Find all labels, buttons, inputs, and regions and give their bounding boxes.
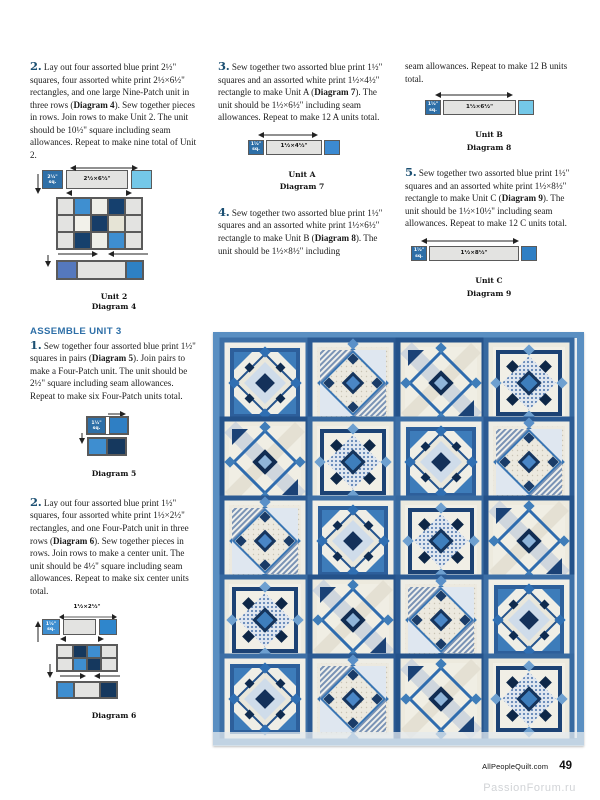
blue-square-swatch (42, 170, 63, 189)
step-number: 3. (218, 59, 230, 73)
diagram-5-caption: Diagram 5 (91, 469, 137, 479)
grid-cell (74, 215, 91, 232)
white-rectangle-swatch (66, 170, 128, 189)
swatch-label-line2: sq. (47, 627, 55, 633)
diagram-6-caption: Diagram 6 (91, 711, 137, 721)
step-number: 2. (30, 494, 42, 509)
grid-cell (125, 232, 142, 249)
diagram-8-caption: Diagram 8 (466, 142, 512, 152)
white-rectangle-swatch (443, 100, 516, 115)
watermark: PassionForum.ru (483, 782, 576, 794)
blue-square-swatch-2 (109, 417, 128, 434)
strip-cell (77, 261, 126, 279)
swatch-label-line2: sq. (429, 107, 437, 113)
blue-square-swatch (87, 417, 106, 434)
diagram-5-bottom-pair (87, 437, 127, 456)
step-number: 5. (405, 165, 417, 180)
strip-cell (74, 682, 100, 698)
step-1-text: Sew together four assorted blue print 1½" squares in pairs (Diagram 5). Join pairs to make a Four-Patch unit. The unit should be 2½" square including seam allowances. Repeat to make six Four-Patch units total. (30, 340, 196, 401)
diagram-4-legend-row (42, 170, 152, 189)
diagram-8 (405, 94, 573, 122)
light-blue-square-swatch (518, 100, 534, 115)
grid-cell (57, 645, 73, 658)
white-rectangle-swatch (63, 619, 96, 635)
step-4-text: Sew together two assorted blue print 1½" squares and an assorted white print 1½×6½" rectangle to make Unit B (Diagram 8). The unit should be 1½×8½" including (218, 207, 383, 256)
column-left (30, 60, 198, 721)
step-2-text: Lay out four assorted blue print 2½" squares, four assorted white print 2½×6½" rectangles, and one large Nine-Patch unit in three rows (Diagram 4). Sew together pieces in rows. Join rows to make Unit 2. The unit should be 10½" square including seam allowances. Repeat to make nine total of Unit 2. (30, 62, 197, 160)
join-arrows-bottom (56, 250, 152, 258)
join-arrow-down (44, 255, 52, 269)
swatch-label-line2: sq. (415, 253, 423, 259)
grid-cell (73, 645, 87, 658)
step-2-paragraph (30, 60, 198, 161)
grid-row (57, 232, 142, 249)
diagram-4-bottom-strip (56, 260, 144, 280)
step-5-text: Sew together two assorted blue print 1½" squares and an assorted white print 1½×8½" rectangle to make Unit C (Diagram 9). The unit should be 1½×10½" including seam allowances. Repeat to make 12 C units total. (405, 168, 570, 229)
diagram-7-unit-name: Unit A (288, 169, 316, 179)
step-number: 2. (30, 59, 42, 73)
step-4-paragraph (218, 206, 386, 257)
grid-cell (91, 215, 108, 232)
step-2b-paragraph (30, 496, 198, 597)
grid-cell (91, 198, 108, 215)
column-right (405, 60, 573, 298)
swatch-label-line1: 1½" (45, 622, 57, 628)
diagram-6 (30, 606, 198, 704)
strip-cell (100, 682, 117, 698)
grid-cell (87, 658, 101, 671)
rectangle-label: 1½×4½" (280, 143, 308, 150)
assembly-arrow-left-up (34, 620, 42, 642)
join-arrows-bottom (58, 672, 128, 680)
diagram-5 (30, 411, 198, 463)
quilt-artwork (213, 332, 584, 746)
step-3-text: Sew together two assorted blue print 1½" squares and an assorted white print 1½×4½" rectangle to make Unit A (Diagram 7). The unit should be 1½×6½" including seam allowances. Repeat to make 12 A units total. (218, 62, 383, 123)
swatch-label-line2: sq. (48, 179, 57, 185)
grid-row (57, 645, 117, 658)
swatch-label-line2: sq. (92, 425, 101, 431)
diagram-8-unit-name: Unit B (475, 130, 503, 140)
page-number: 49 (559, 760, 572, 772)
grid-cell (108, 232, 125, 249)
assembly-arrows (433, 91, 543, 99)
grid-cell (74, 232, 91, 249)
diagram-6-dimension-label: 1½×2½" (73, 604, 101, 611)
diagram-7-row (248, 140, 340, 155)
assembly-arrows-top (42, 164, 152, 172)
step-5-paragraph (405, 166, 573, 230)
grid-cell (101, 645, 117, 658)
diagram-6-legend-row (42, 619, 117, 635)
join-arrow-down (46, 664, 54, 680)
strip-cell (57, 682, 74, 698)
diagram-4-caption: Diagram 4 (91, 301, 137, 311)
step-3-paragraph (218, 60, 386, 124)
grid-cell (57, 232, 74, 249)
rectangle-label: 1½×6½" (466, 103, 493, 110)
footer-website: AllPeopleQuilt.com (482, 762, 549, 771)
swatch-label-line1: 2½" (47, 174, 58, 180)
white-rectangle-swatch (266, 140, 322, 155)
rectangle-label: 2½×6½" (83, 176, 111, 183)
diagram-7-caption: Diagram 7 (279, 182, 325, 192)
step-2b-text: Lay out four assorted blue print 1½" squares, four assorted white print 1½×2½" rectangles, and one Four-Patch unit in three rows (Diagram 6). Sew together pieces in rows. Join rows to make a center unit. The unit should be 4½" square including seam allowances. Repeat to make six center units total. (30, 497, 189, 596)
grid-cell (125, 215, 142, 232)
blue-square-swatch-2 (99, 619, 117, 635)
diagram-9-unit-name: Unit C (475, 276, 503, 286)
blue-square-swatch (411, 246, 427, 261)
swatch-label-line1: 1½" (250, 142, 262, 148)
grid-cell (87, 645, 101, 658)
grid-cell (101, 658, 117, 671)
strip-cell (126, 261, 143, 279)
grid-row (57, 198, 142, 215)
swatch-label-line2: sq. (252, 147, 260, 153)
step-number: 1. (30, 337, 42, 352)
blue-square-swatch (248, 140, 264, 155)
grid-row (57, 658, 117, 671)
step-1-paragraph (30, 339, 198, 403)
diagram-9 (405, 240, 573, 268)
strip-cell (57, 261, 77, 279)
grid-cell (57, 215, 74, 232)
column-middle (218, 60, 386, 266)
swatch-label-line1: 1½" (91, 420, 102, 426)
join-arrows-row1 (42, 190, 152, 197)
swatch-label-line1: 1½" (413, 248, 425, 254)
grid-cell (73, 658, 87, 671)
swatch-label-line1: 1½" (427, 102, 439, 108)
grid-cell (91, 232, 108, 249)
diagram-7 (218, 134, 386, 162)
grid-cell (108, 198, 125, 215)
grid-cell (108, 215, 125, 232)
diagram-4-unit-name: Unit 2 (100, 292, 128, 302)
blue-square-swatch-4 (107, 438, 126, 455)
diagram-9-row (411, 246, 537, 261)
step-4-continuation: seam allowances. Repeat to make 12 B units total. (405, 61, 568, 84)
blue-square-swatch-3 (88, 438, 107, 455)
diagram-5-top-pair (86, 416, 129, 435)
white-rectangle-swatch (429, 246, 519, 261)
rectangle-label: 1½×8½" (460, 249, 488, 256)
assembly-arrow-left (34, 170, 42, 194)
blue-square-swatch-2 (521, 246, 537, 261)
blue-square-swatch (42, 619, 60, 635)
join-arrows-row (42, 636, 122, 643)
grid-row (57, 215, 142, 232)
blue-square-swatch-2 (324, 140, 340, 155)
diagram-4-grid (56, 197, 143, 250)
page-footer (0, 756, 600, 774)
assembly-arrows (419, 237, 549, 245)
blue-square-swatch (425, 100, 441, 115)
grid-cell (57, 658, 73, 671)
section-heading-assemble-unit-3: ASSEMBLE UNIT 3 (30, 325, 122, 337)
grid-cell (57, 198, 74, 215)
diagram-6-bottom-strip (56, 681, 118, 699)
grid-cell (74, 198, 91, 215)
step-number: 4. (218, 204, 230, 219)
diagram-4 (30, 170, 198, 288)
grid-cell (125, 198, 142, 215)
light-blue-square-swatch (131, 170, 152, 189)
quilt-photograph (213, 332, 584, 746)
diagram-9-caption: Diagram 9 (466, 288, 512, 298)
assembly-arrows (256, 131, 356, 139)
join-arrow-down (78, 433, 86, 446)
diagram-8-row (425, 100, 534, 115)
diagram-6-grid (56, 644, 118, 672)
